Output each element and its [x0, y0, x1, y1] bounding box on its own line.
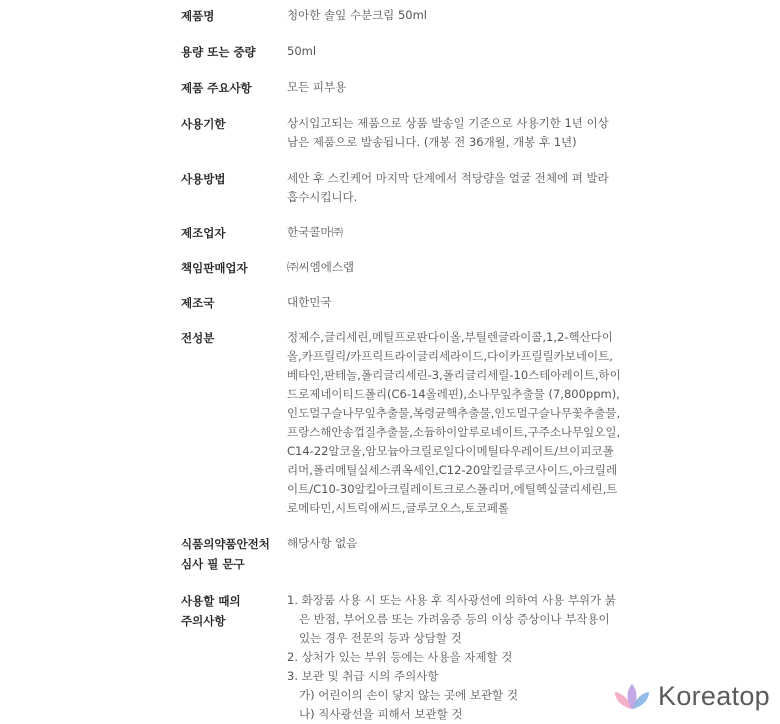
info-row-mfds-review — [181, 534, 621, 574]
row-label: 제조업자 — [181, 226, 226, 240]
row-label: 사용방법 — [181, 172, 226, 186]
row-value: 해당사항 없음 — [287, 536, 358, 550]
precaution-subitem: 나) 직사광선을 피해서 보관할 것 — [299, 707, 463, 721]
info-row-capacity — [181, 42, 621, 62]
precaution-item: 2. 상처가 있는 부위 등에는 사용을 자제할 것 — [287, 650, 513, 664]
row-value: 한국콜마㈜ — [287, 225, 343, 239]
info-row-main-specs — [181, 78, 621, 98]
product-info-table — [181, 0, 621, 724]
row-label: 식품의약품안전처 심사 필 문구 — [181, 537, 270, 571]
info-row-country — [181, 293, 621, 313]
row-label: 제조국 — [181, 296, 215, 310]
info-row-usage — [181, 169, 621, 207]
row-value: 대한민국 — [287, 295, 332, 309]
info-row-ingredients — [181, 328, 621, 518]
watermark-text: Koreatop — [658, 681, 770, 711]
info-row-manufacturer — [181, 223, 621, 243]
row-value — [287, 591, 621, 724]
row-value: 모든 피부용 — [287, 80, 347, 94]
precaution-item: 1. 화장품 사용 시 또는 사용 후 직사광선에 의하여 사용 부위가 붉은 반점, 부어오름 또는 가려움증 등의 이상 증상이나 부작용이 있는 경우 전문의 등과 상담할 것 — [287, 593, 616, 645]
info-row-expiry — [181, 114, 621, 152]
precaution-item: 3. 보관 및 취급 시의 주의사항 — [287, 669, 439, 683]
info-row-seller — [181, 258, 621, 278]
precautions-list — [287, 591, 621, 724]
info-row-precautions — [181, 591, 621, 724]
info-row-product-name — [181, 6, 621, 26]
lotus-icon — [612, 683, 652, 711]
row-value: 청아한 솔잎 수분크림 50ml — [287, 8, 427, 22]
row-label: 용량 또는 중량 — [181, 45, 256, 59]
row-label: 전성분 — [181, 331, 215, 345]
row-label: 제품명 — [181, 9, 215, 23]
row-label: 사용할 때의 주의사항 — [181, 594, 241, 628]
row-value: ㈜씨엠에스랩 — [287, 260, 355, 274]
precaution-subitem: 가) 어린이의 손이 닿지 않는 곳에 보관할 것 — [299, 688, 518, 702]
row-value: 상시입고되는 제품으로 상품 발송일 기준으로 사용기한 1년 이상 남은 제품으로 발송됩니다. (개봉 전 36개월, 개봉 후 1년) — [287, 116, 609, 149]
row-label: 제품 주요사항 — [181, 81, 252, 95]
row-value: 정제수,글리세린,메틸프로판다이올,부틸렌글라이콜,1,2-헥산다이올,카프릴릭/카프릭트라이글리세라이드,다이카프릴릴카보네이트,베타인,판테놀,폴리글리세린-3,폴리글리세릴-10스테아레이트,하이드로제네이티드폴리(C6-14올레핀),소나무잎추출물 (7,800ppm),인도멀구슬나무잎추출물,복령균핵추출물,인도멀구슬나무꽃추출물,프랑스해안송껍질추출물,소듐하이알루로네이트,구주소나무잎오일,C14-22알코올,암모늄아크릴로일다이메틸타우레이트/브이피코폴리머,폴리메틸실세스퀴옥세인,C12-20알킬글루코사이드,아크릴레이트/C10-30알킬아크릴레이트크로스폴리머,에틸헥실글리세린,트로메타민,시트릭애씨드,글루코오스,토코페롤 — [287, 330, 621, 515]
row-value: 세안 후 스킨케어 마지막 단계에서 적당량을 얼굴 전체에 펴 발라 흡수시킵니다. — [287, 171, 609, 204]
row-label: 사용기한 — [181, 117, 226, 131]
row-label: 책임판매업자 — [181, 261, 248, 275]
koreatop-watermark — [612, 681, 770, 712]
row-value: 50ml — [287, 44, 317, 58]
